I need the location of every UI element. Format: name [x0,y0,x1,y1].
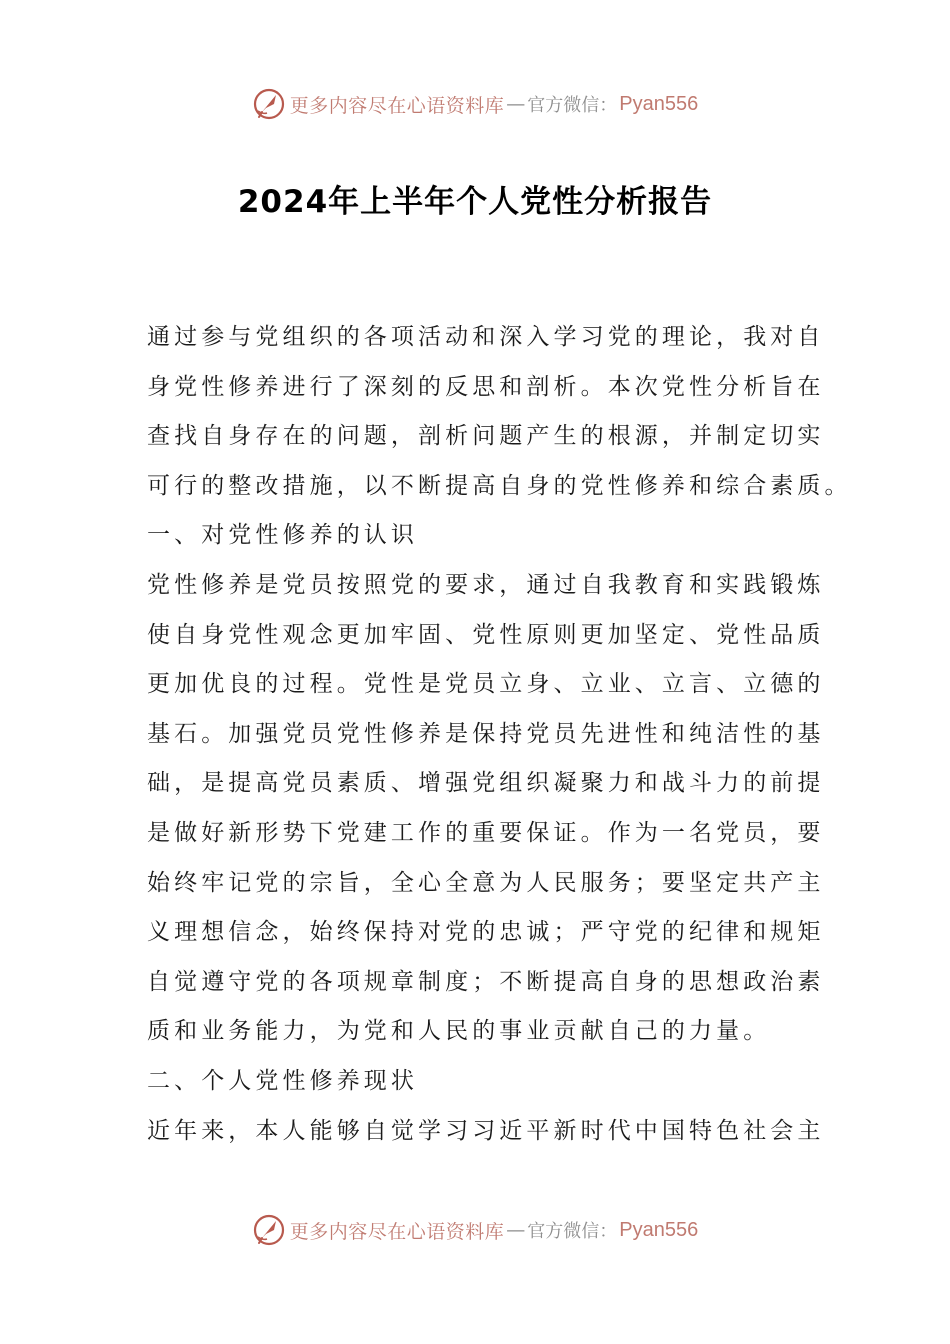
watermark-contact-label: 官方微信： [527,95,618,116]
document-title: 2024年上半年个人党性分析报告 [237,184,713,220]
watermark-contact-id: Pyan556 [619,92,699,115]
body-line: 础，是提高党员素质、增强党组织凝聚力和战斗力的前提 [147,770,825,797]
body-line: 质和业务能力，为党和人民的事业贡献自己的力量。 [147,1018,771,1045]
body-line: 更加优良的过程。党性是党员立身、立业、立言、立德的 [147,671,825,698]
watermark-text: 更多内容尽在心语资料库 [289,1220,505,1243]
body-line: 一、对党性修养的认识 [147,522,418,549]
body-line: 党性修养是党员按照党的要求，通过自我教育和实践锻炼 [147,571,825,598]
watermark-separator: — [506,93,526,115]
body-line: 身党性修养进行了深刻的反思和剖析。本次党性分析旨在 [147,373,825,400]
body-line: 是做好新形势下党建工作的重要保证。作为一名党员，要 [147,819,825,846]
body-line: 可行的整改措施，以不断提高自身的党性修养和综合素质。 [147,472,852,499]
watermark-contact-label: 官方微信： [527,1221,618,1242]
header-watermark [0,86,950,122]
body-line: 始终牢记党的宗旨，全心全意为人民服务；要坚定共产主 [147,869,825,896]
quill-logo-icon [252,1213,286,1247]
body-line: 自觉遵守党的各项规章制度；不断提高自身的思想政治素 [147,968,825,995]
footer-watermark [0,1212,950,1248]
watermark-separator: — [506,1219,526,1241]
watermark-text: 更多内容尽在心语资料库 [289,94,505,117]
body-line: 二、个人党性修养现状 [147,1067,418,1094]
body-line: 使自身党性观念更加牢固、党性原则更加坚定、党性品质 [147,621,825,648]
quill-logo-icon [252,87,286,121]
watermark-contact-id: Pyan556 [619,1218,699,1241]
body-line: 通过参与党组织的各项活动和深入学习党的理论，我对自 [147,324,825,350]
body-line: 近年来，本人能够自觉学习习近平新时代中国特色社会主 [147,1117,825,1144]
body-line: 义理想信念，始终保持对党的忠诚；严守党的纪律和规矩 [147,919,825,946]
body-line: 基石。加强党员党性修养是保持党员先进性和纯洁性的基 [147,720,825,747]
document-body [147,313,852,1156]
body-line: 查找自身存在的问题，剖析问题产生的根源，并制定切实 [147,423,825,450]
